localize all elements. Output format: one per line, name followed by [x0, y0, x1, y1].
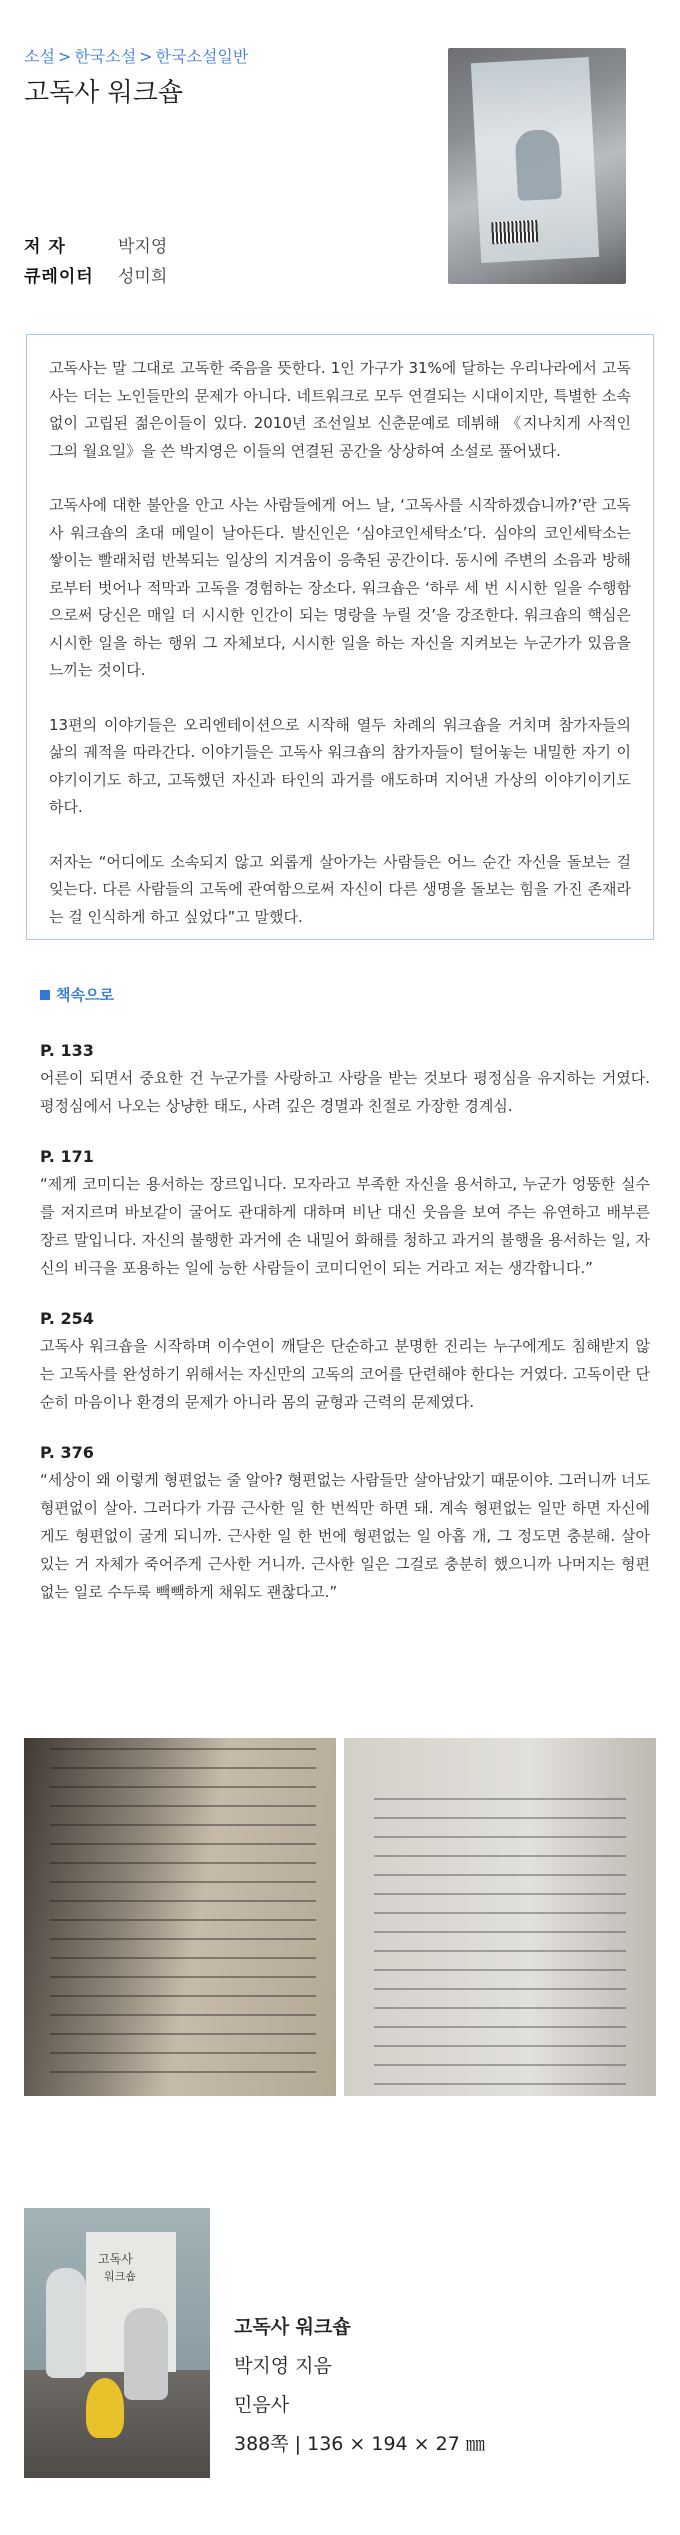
author-label: 저 자 [24, 237, 66, 257]
quote-item [40, 1144, 650, 1282]
book-page-photo-right-icon [344, 1738, 656, 2096]
breadcrumb-item-novel[interactable]: 소설 [24, 47, 55, 66]
quote-page: P. 376 [40, 1443, 94, 1462]
cover-title-line2: 워크숍 [104, 2270, 136, 2283]
quote-text: 어른이 되면서 중요한 건 누군가를 사랑하고 사랑을 받는 것보다 평정심을 유지하는 거였다. 평정심에서 나오는 상냥한 태도, 사려 깊은 경멸과 친절로 가장한 경계심. [40, 1069, 650, 1115]
book-header [24, 0, 656, 290]
description-paragraph: 고독사는 말 그대로 고독한 죽음을 뜻한다. 1인 가구가 31%에 달하는 우리나라에서 고독사는 더는 노인들만의 문제가 아니다. 네트워크로 모두 연결되는 시대이지만, 특별한 소속 없이 고립된 젊은이들이 있다. 2010년 조선일보 신춘문예로 데뷔해 《지나치게 사적인 그의 월요일》을 쓴 박지영은 이들의 연결된 공간을 상상하여 소설로 풀어냈다. [49, 359, 631, 460]
breadcrumb-item-korean-novel[interactable]: 한국소설 [74, 47, 137, 66]
rabbit-figure-icon [46, 2268, 86, 2378]
breadcrumb-separator: > [57, 47, 72, 66]
curator-label: 큐레이터 [24, 267, 94, 287]
quote-text: “제게 코미디는 용서하는 장르입니다. 모자라고 부족한 자신을 용서하고, 누군가 엉뚱한 실수를 저지르며 바보같이 굴어도 관대하게 대하며 비난 대신 웃음을 보여 주는 유연하고 배부른 장르 말입니다. 자신의 불행한 과거에 손 내밀어 화해를 청하고 과거의 불행을 용서하는 일, 자신의 비극을 포용하는 일에 능한 사람들이 코미디언이 되는 거라고 저는 생각합니다.” [40, 1175, 650, 1277]
quote-page: P. 171 [40, 1147, 94, 1166]
book-meta [24, 232, 167, 292]
quotes-heading [40, 984, 114, 1005]
quote-item [40, 1306, 650, 1416]
quote-text: 고독사 워크숍을 시작하며 이수연이 깨달은 단순하고 분명한 진리는 누구에게도 침해받지 않는 고독사를 완성하기 위해서는 자신만의 고독의 코어를 단련해야 한다는 거였다. 고독이란 단순히 마음이나 환경의 문제가 아니라 몸의 균형과 근력의 문제였다. [40, 1337, 650, 1411]
square-bullet-icon [40, 990, 50, 1000]
quote-text: “세상이 왜 이렇게 형편없는 줄 알아? 형편없는 사람들만 살아남았기 때문이야. 그러니까 너도 형편없이 살아. 그러다가 가끔 근사한 일 한 번씩만 하면 돼. 계속 형편없는 일만 하면 자신에게도 형편없이 굴게 되니까. 근사한 일 한 번에 형편없는 일 아홉 개, 그 정도면 충분해. 살아 있는 거 자체가 죽어주게 근사한 거니까. 근사한 일은 그걸로 충분히 했으니까 나머지는 형편없는 일로 수두룩 빽빽하게 채워도 괜찮다고.” [40, 1471, 650, 1601]
quote-item [40, 1038, 650, 1120]
chick-figure-icon [86, 2378, 124, 2438]
curator-row [24, 262, 167, 292]
description-box [26, 334, 654, 940]
book-cover-photo-icon [448, 48, 626, 284]
page-title: 고독사 워크숍 [24, 78, 183, 108]
book-info [234, 2308, 485, 2464]
author-value: 박지영 [118, 237, 168, 257]
curator-value: 성미희 [118, 267, 168, 287]
breadcrumb-item-korean-novel-general[interactable]: 한국소설일반 [155, 47, 249, 66]
quote-page: P. 254 [40, 1309, 94, 1328]
book-info-title: 고독사 워크숍 [234, 2316, 351, 2338]
cover-title-line1: 고독사 [98, 2252, 133, 2266]
breadcrumb-separator: > [139, 47, 153, 66]
book-page-photo-left-icon [24, 1738, 336, 2096]
barcode-icon [491, 220, 538, 244]
page-text-lines [374, 1798, 626, 2086]
quote-page: P. 133 [40, 1041, 94, 1060]
description-paragraph: 13편의 이야기들은 오리엔테이션으로 시작해 열두 차례의 워크숍을 거치며 참가자들의 삶의 궤적을 따라간다. 이야기들은 고독사 워크숍의 참가자들이 털어놓는 내밀한 자기 이야기이기도 하고, 고독했던 자신과 타인의 과거를 애도하며 지어낸 가상의 이야기이기도 하다. [49, 715, 631, 816]
quote-item [40, 1440, 650, 1606]
book-cover-jacket [471, 57, 599, 263]
quotes-heading-label: 책속으로 [56, 986, 114, 1004]
author-row [24, 232, 167, 262]
description-paragraph: 고독사에 대한 불안을 안고 사는 사람들에게 어느 날, ‘고독사를 시작하겠습니까?’란 고독사 워크숍의 초대 메일이 날아든다. 발신인은 ‘심야코인세탁소’다. 심야의 코인세탁소는 쌓이는 빨래처럼 반복되는 일상의 지겨움이 응축된 공간이다. 동시에 주변의 소음과 방해로부터 벗어나 적막과 고독을 경험하는 장소다. 워크숍은 ‘하루 세 번 시시한 일을 수행함으로써 당신은 매일 더 시시한 인간이 되는 명랑을 누릴 것’을 강조한다. 워크숍의 핵심은 시시한 일을 하는 행위 그 자체보다, 시시한 일을 하는 자신을 지켜보는 누군가가 있음을 느끼는 것이다. [49, 496, 631, 679]
page-text-lines [50, 1748, 316, 2086]
cover-figure [514, 129, 562, 201]
rabbit-figure-icon [124, 2308, 168, 2400]
breadcrumb [24, 44, 248, 67]
quotes-list [40, 1038, 650, 1630]
book-cover-image [24, 2208, 210, 2478]
book-info-author: 박지영 지음 [234, 2355, 332, 2377]
description-paragraph: 저자는 “어디에도 소속되지 않고 외롭게 살아가는 사람들은 어느 순간 자신을 돌보는 걸 잊는다. 다른 사람들의 고독에 관여함으로써 자신이 다른 생명을 돌보는 힘을 가진 존재라는 걸 인식하게 하고 싶었다”고 말했다. [49, 852, 631, 926]
book-info-specs: 388쪽 | 136 × 194 × 27 ㎜ [234, 2433, 485, 2455]
book-info-publisher: 민음사 [234, 2394, 290, 2416]
